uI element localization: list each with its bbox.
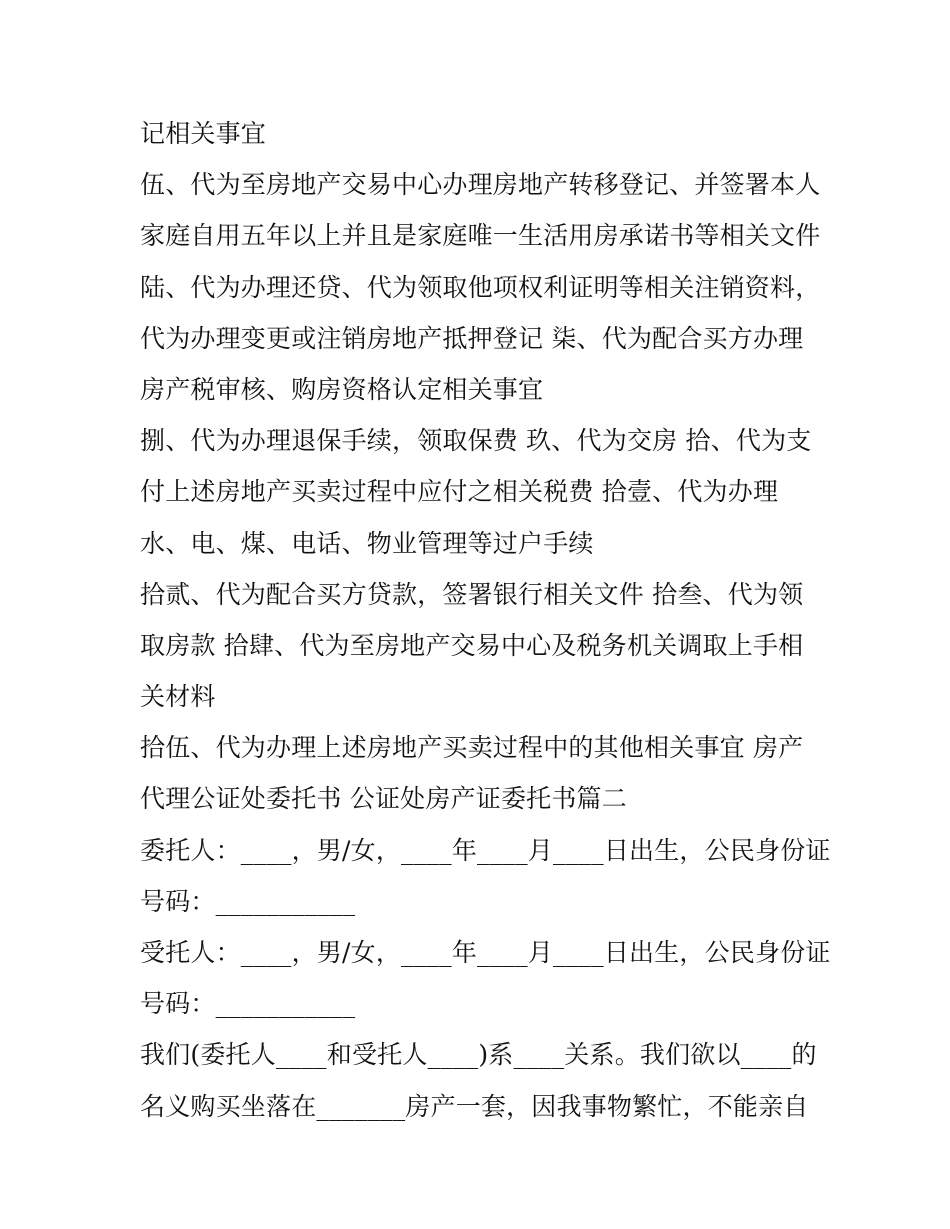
- document-line: 我们(委托人____和受托人____)系____关系。我们欲以____的: [140, 1040, 817, 1070]
- document-line: 水、电、煤、电话、物业管理等过户手续: [140, 528, 594, 558]
- document-line: 房产税审核、购房资格认定相关事宜: [140, 374, 544, 404]
- document-body: [140, 108, 831, 1132]
- document-line: 拾贰、代为配合买方贷款，签署银行相关文件 拾叁、代为领: [140, 579, 804, 609]
- document-line: 取房款 拾肆、代为至房地产交易中心及税务机关调取上手相: [140, 630, 804, 660]
- document-line: 家庭自用五年以上并且是家庭唯一生活用房承诺书等相关文件: [140, 221, 821, 251]
- document-line: 陆、代为办理还贷、代为领取他项权利证明等相关注销资料，: [140, 272, 821, 302]
- document-line: 付上述房地产买卖过程中应付之相关税费 拾壹、代为办理: [140, 477, 779, 507]
- document-line: 伍、代为至房地产交易中心办理房地产转移登记、并签署本人: [140, 170, 821, 200]
- document-line: 名义购买坐落在_______房产一套，因我事物繁忙，不能亲自: [140, 1091, 809, 1121]
- document-line: 号码：___________: [140, 886, 356, 916]
- document-line: 记相关事宜: [140, 119, 267, 148]
- document-line: 委托人：____，男/女，____年____月____日出生，公民身份证: [140, 835, 831, 865]
- document-line: 代为办理变更或注销房地产抵押登记 柒、代为配合买方办理: [140, 323, 804, 353]
- document-line: 拾伍、代为办理上述房地产买卖过程中的其他相关事宜 房产: [140, 733, 804, 763]
- document-line: 关材料: [140, 682, 216, 712]
- document-line: 号码：___________: [140, 989, 356, 1019]
- document-line: 受托人：____，男/女，____年____月____日出生，公民身份证: [140, 938, 831, 967]
- document-line: 捌、代为办理退保手续，领取保费 玖、代为交房 拾、代为支: [140, 426, 812, 456]
- document-line: 代理公证处委托书 公证处房产证委托书篇二: [140, 784, 627, 814]
